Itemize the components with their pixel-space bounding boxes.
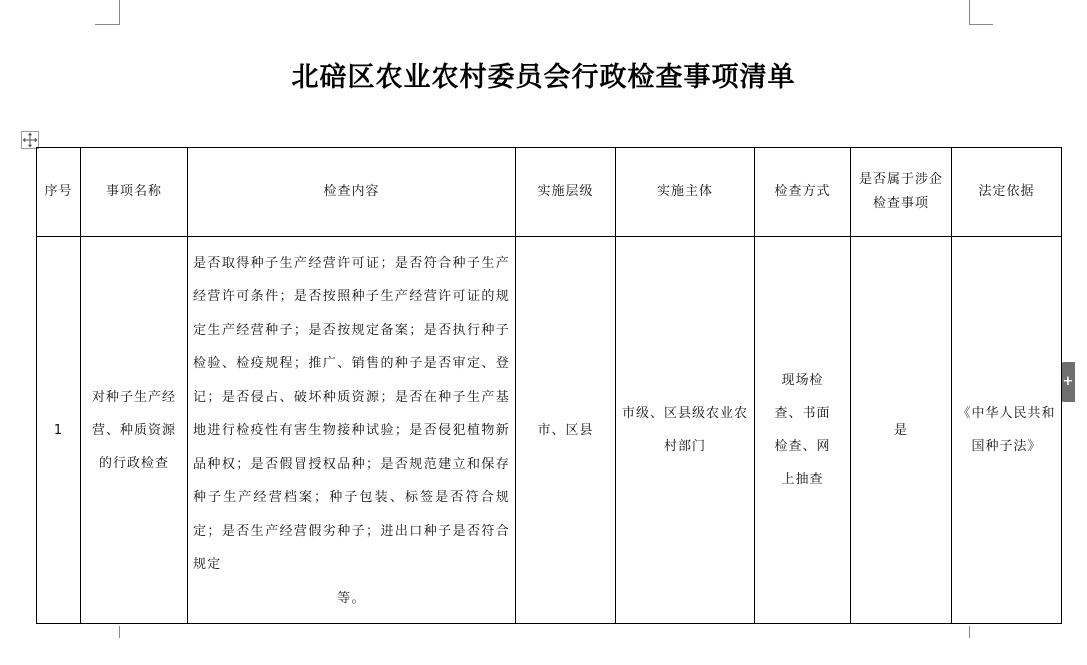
table-header-row [37, 148, 1062, 237]
cell-legal-basis: 《中华人民共和国种子法》 [952, 237, 1062, 624]
cell-implementation-level: 市、区县 [516, 237, 616, 624]
cell-implementation-body: 市级、区县级农业农村部门 [616, 237, 755, 624]
header-inspection-method: 检查方式 [755, 148, 851, 237]
cell-index: 1 [37, 237, 81, 624]
header-legal-basis: 法定依据 [952, 148, 1062, 237]
table-row [37, 237, 1062, 624]
plus-icon[interactable]: + [1061, 362, 1075, 402]
cell-enterprise-related: 是 [851, 237, 952, 624]
crop-mark-top-right-h [969, 24, 993, 25]
document-title: 北碚区农业农村委员会行政检查事项清单 [291, 62, 796, 93]
crop-mark-bottom-left-v [119, 626, 120, 638]
crop-mark-top-right-v [969, 0, 970, 24]
inspection-content-text: 是否取得种子生产经营许可证；是否符合种子生产经营许可条件；是否按照种子生产经营许可证的规定生产经营种子；是否按规定备案；是否执行种子检验、检疫规程；推广、销售的种子是否审定、登记；是否侵占、破坏种质资源；是否在种子生产基地进行检疫性有害生物接种试验；是否侵犯植物新品种权；是否假冒授权品种；是否规范建立和保存种子生产经营档案；种子包装、标签是否符合规定；是否生产经营假劣种子；进出口种子是否符合规定 [193, 255, 510, 573]
header-index: 序号 [37, 148, 81, 237]
inspection-content-end: 等。 [337, 590, 366, 606]
crop-mark-bottom-right-v [969, 626, 970, 638]
cell-inspection-method: 现场检查、书面检查、网上抽查 [755, 237, 851, 624]
inspection-items-table [36, 147, 1062, 624]
header-enterprise-related: 是否属于涉企检查事项 [851, 148, 952, 237]
crop-mark-top-left-h [95, 24, 120, 25]
cell-item-name: 对种子生产经营、种质资源的行政检查 [81, 237, 188, 624]
header-implementation-body: 实施主体 [616, 148, 755, 237]
cell-inspection-content [188, 237, 516, 624]
crop-mark-top-left-v [119, 0, 120, 24]
header-inspection-content: 检查内容 [188, 148, 516, 237]
header-implementation-level: 实施层级 [516, 148, 616, 237]
header-item-name: 事项名称 [81, 148, 188, 237]
